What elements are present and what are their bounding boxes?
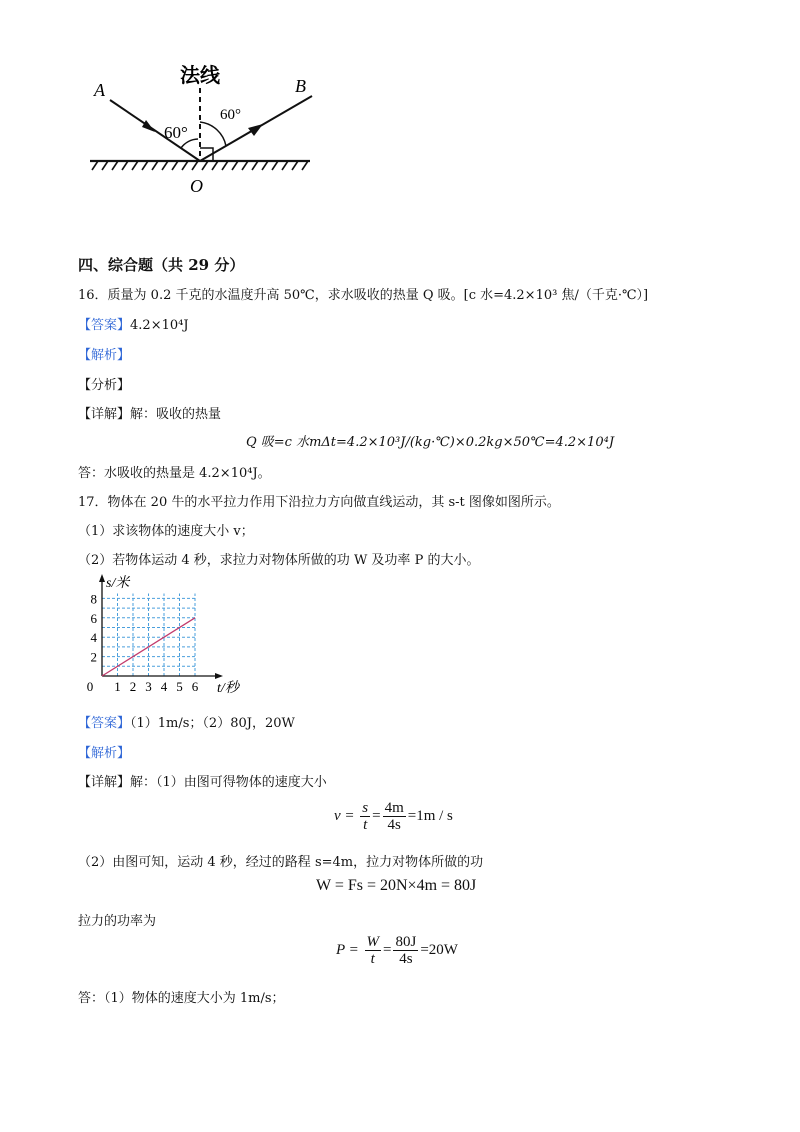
x-axis-arrow xyxy=(215,673,223,679)
eq1-lhs: v = xyxy=(334,807,355,824)
s-t-chart xyxy=(80,572,300,700)
eq3-frac1-num: W xyxy=(366,934,380,950)
x-tick-label: 3 xyxy=(145,679,152,694)
q17-question: 17．物体在 20 牛的水平拉力作用下沿拉力方向做直线运动，其 s-t 图像如图所示。 xyxy=(78,495,560,510)
q17-answer-tag: 【答案】 xyxy=(78,716,131,731)
eq1-frac1 xyxy=(360,800,370,833)
q16-answer-value: 4.2×10⁴J xyxy=(130,318,189,333)
eq1-frac1-num: s xyxy=(362,800,369,816)
eq3-frac1 xyxy=(365,934,382,967)
q17-power-text: 拉力的功率为 xyxy=(78,914,157,929)
x-tick-label: 5 xyxy=(176,679,183,694)
reflected-arrow xyxy=(248,124,263,136)
eq3-frac1-den: t xyxy=(370,951,375,967)
x-tick-label: 2 xyxy=(129,679,137,694)
eq3-lhs: P = xyxy=(336,941,359,958)
q17-part2-text: （2）由图可知，运动 4 秒，经过的路程 s=4m，拉力对物体所做的功 xyxy=(78,855,484,870)
eq1-frac2-den: 4s xyxy=(387,817,401,833)
q17-answer xyxy=(78,712,295,731)
q17-detail-tag: 【详解】 xyxy=(78,775,131,790)
q16-answer-tag: 【答案】 xyxy=(78,318,131,333)
q16-formula: Q 吸=c 水mΔt=4.2×10³J/(kg·℃)×0.2kg×50℃=4.2×10⁴J xyxy=(246,435,615,450)
q16-answer xyxy=(78,314,189,333)
point-o-label: O xyxy=(190,176,203,196)
point-a-label: A xyxy=(94,80,105,100)
x-axis-label: t/秒 xyxy=(217,681,239,696)
eq3-frac2-den: 4s xyxy=(399,951,413,967)
x-tick-label: 6 xyxy=(191,679,199,694)
eq1-rhs: =1m / s xyxy=(407,807,453,824)
q16-question: 16．质量为 0.2 千克的水温度升高 50℃，求水吸收的热量 Q 吸。[c 水=4.2×10³ 焦/（千克·℃）] xyxy=(78,288,649,303)
eq3-eq: = xyxy=(383,941,392,958)
q16-detail-tag: 【详解】 xyxy=(78,407,131,422)
q16-detail-text: 解：吸收的热量 xyxy=(130,407,222,422)
mirror-hatching xyxy=(92,161,308,170)
eq1-frac2 xyxy=(383,800,406,833)
q17-eq1 xyxy=(334,800,453,833)
q16-detail xyxy=(78,403,221,422)
normal-label: 法线 xyxy=(180,65,220,87)
series-line xyxy=(102,618,195,676)
y-tick-label: 8 xyxy=(90,591,97,607)
q16-conclusion: 答：水吸收的热量是 4.2×10⁴J。 xyxy=(78,466,271,481)
q17-conclusion: 答：（1）物体的速度大小为 1m/s； xyxy=(78,991,285,1006)
y-tick-label: 4 xyxy=(90,630,97,646)
eq1-eq: = xyxy=(372,807,381,824)
eq3-rhs: =20W xyxy=(420,941,458,958)
incident-angle-label: 60° xyxy=(164,123,188,142)
reflection-diagram xyxy=(80,60,330,200)
y-axis-arrow xyxy=(99,574,105,582)
q17-eq3 xyxy=(336,934,458,967)
reflect-angle-label: 60° xyxy=(220,107,241,123)
q17-part2: （2）若物体运动 4 秒，求拉力对物体所做的功 W 及功率 P 的大小。 xyxy=(78,553,480,568)
origin-label: 0 xyxy=(86,679,94,694)
eq1-frac1-den: t xyxy=(363,817,368,833)
y-axis-label: s/米 xyxy=(106,576,130,591)
q17-answer-value: （1）1m/s；（2）80J，20W xyxy=(130,716,295,731)
q17-detail xyxy=(78,771,327,790)
section-title: 四、综合题（共 29 分） xyxy=(78,256,245,274)
x-tick-label: 1 xyxy=(114,679,121,694)
eq3-frac2-num: 80J xyxy=(395,934,417,950)
angle-arc-right xyxy=(200,122,226,146)
y-tick-label: 6 xyxy=(90,610,97,626)
q16-analysis-tag: 【解析】 xyxy=(78,348,131,363)
point-b-label: B xyxy=(295,76,306,96)
q17-part1: （1）求该物体的速度大小 v； xyxy=(78,524,254,539)
y-tick-label: 2 xyxy=(90,649,97,665)
x-tick-label: 4 xyxy=(160,679,168,694)
eq1-frac2-num: 4m xyxy=(384,800,404,816)
q16-fenxi-tag: 【分析】 xyxy=(78,378,131,393)
eq3-frac2 xyxy=(393,934,418,967)
q17-analysis-tag: 【解析】 xyxy=(78,746,131,761)
q17-eq2: W = Fs = 20N×4m = 80J xyxy=(316,877,477,894)
incident-arrow xyxy=(142,120,155,132)
q17-detail-text: 解：（1）由图可得物体的速度大小 xyxy=(130,775,327,790)
